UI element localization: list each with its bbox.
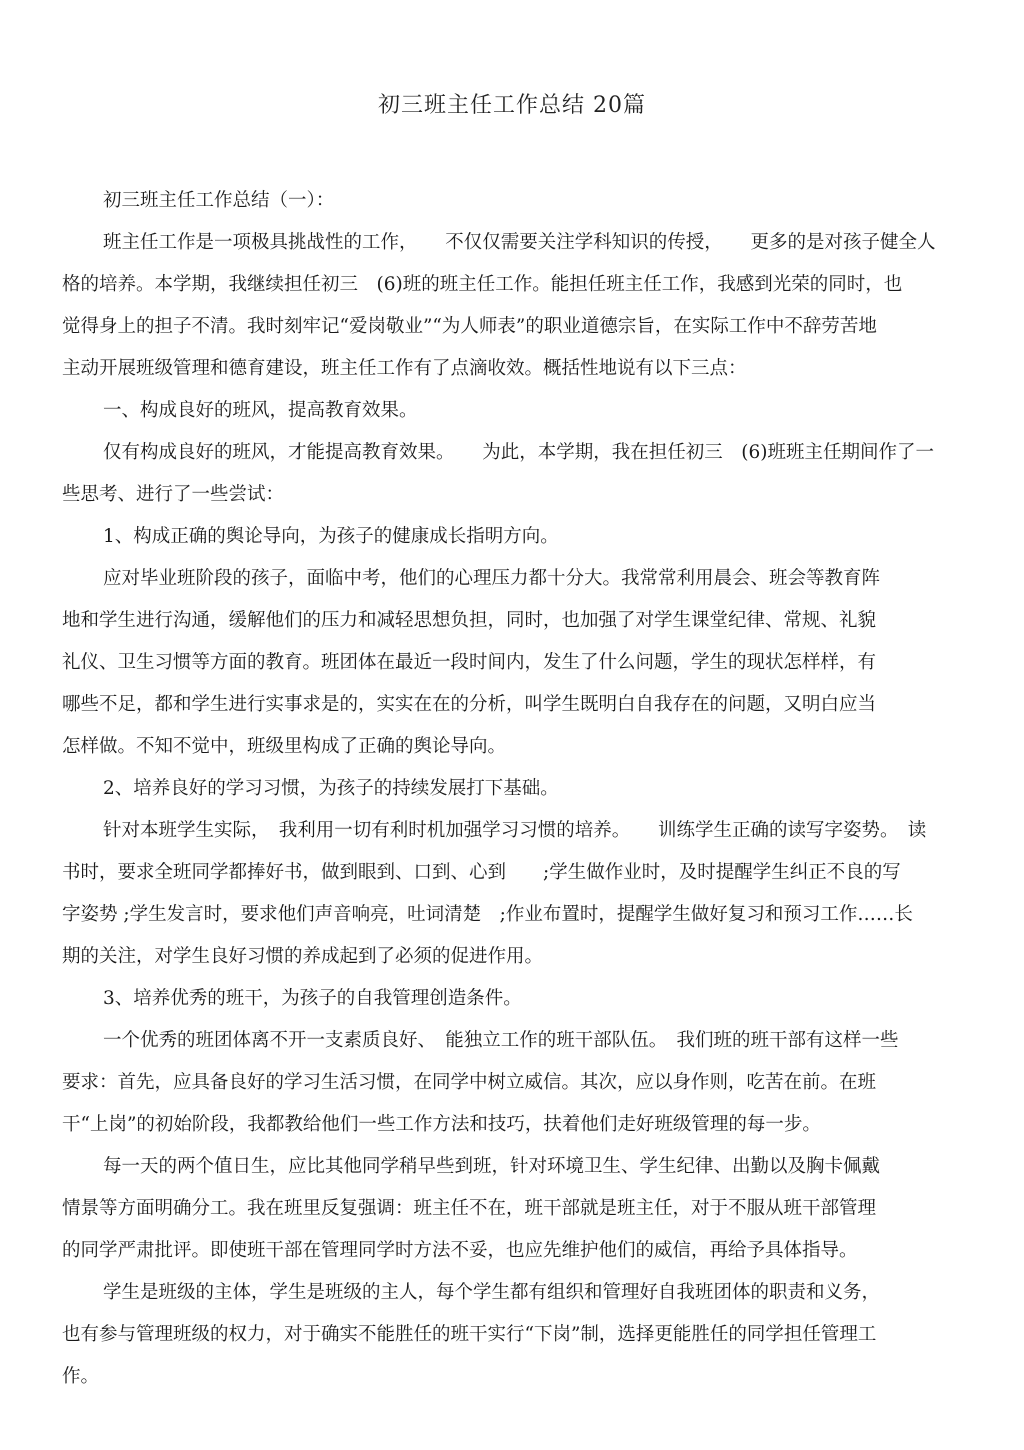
paragraph-line: 的同学严肃批评。即使班干部在管理同学时方法不妥，也应先维护他们的威信，再给予具体指导。 bbox=[62, 1240, 858, 1261]
paragraph-line: 地和学生进行沟通，缓解他们的压力和减轻思想负担，同时，也加强了对学生课堂纪律、常规、礼貌 bbox=[62, 610, 877, 631]
paragraph-line: 要求：首先，应具备良好的学习生活习惯，在同学中树立威信。其次，应以身作则，吃苦在前。在班 bbox=[62, 1072, 877, 1093]
paragraph-line: 也有参与管理班级的权力，对于确实不能胜任的班干实行“下岗”制，选择更能胜任的同学担任管理工 bbox=[62, 1324, 877, 1345]
subheading: 3、培养优秀的班干，为孩子的自我管理创造条件。 bbox=[103, 988, 522, 1009]
paragraph-line: 仅有构成良好的班风，才能提高教育效果。 为此，本学期，我在担任初三 (6)班班主任期间作了一 bbox=[103, 442, 934, 463]
paragraph-line: 格的培养。本学期，我继续担任初三 (6)班的班主任工作。能担任班主任工作，我感到光荣的同时，也 bbox=[62, 274, 903, 295]
paragraph-line: 针对本班学生实际， 我利用一切有利时机加强学习习惯的培养。 训练学生正确的读写字姿势。 读 bbox=[103, 820, 927, 841]
paragraph-line: 每一天的两个值日生，应比其他同学稍早些到班，针对环境卫生、学生纪律、出勤以及胸卡佩戴 bbox=[103, 1156, 881, 1177]
paragraph-line: 哪些不足，都和学生进行实事求是的，实实在在的分析，叫学生既明白自我存在的问题，又明白应当 bbox=[62, 694, 877, 715]
paragraph-line: 礼仪、卫生习惯等方面的教育。班团体在最近一段时间内，发生了什么问题，学生的现状怎样样，有 bbox=[62, 652, 877, 673]
paragraph-line: 主动开展班级管理和德育建设，班主任工作有了点滴收效。概括性地说有以下三点： bbox=[62, 358, 747, 379]
paragraph-line: 期的关注，对学生良好习惯的养成起到了必须的促进作用。 bbox=[62, 946, 544, 967]
paragraph-line: 学生是班级的主体，学生是班级的主人，每个学生都有组织和管理好自我班团体的职责和义务， bbox=[103, 1282, 881, 1303]
paragraph-line: 一个优秀的班团体离不开一支素质良好、 能独立工作的班干部队伍。 我们班的班干部有这样一些 bbox=[103, 1030, 899, 1051]
paragraph-line: 班主任工作是一项极具挑战性的工作， 不仅仅需要关注学科知识的传授， 更多的是对孩子健全人 bbox=[103, 232, 936, 253]
paragraph-line: 觉得身上的担子不清。我时刻牢记“爱岗敬业”“为人师表”的职业道德宗旨，在实际工作中不辞劳苦地 bbox=[62, 316, 877, 337]
paragraph-line: 作。 bbox=[62, 1366, 100, 1387]
paragraph-line: 字姿势 ;学生发言时，要求他们声音响亮，吐词清楚 ;作业布置时，提醒学生做好复习和预习工作……长 bbox=[62, 904, 913, 925]
subheading: 2、培养良好的学习习惯，为孩子的持续发展打下基础。 bbox=[103, 778, 559, 799]
paragraph-line: 情景等方面明确分工。我在班里反复强调：班主任不在，班干部就是班主任，对于不服从班干部管理 bbox=[62, 1198, 877, 1219]
section-heading: 初三班主任工作总结（一）： bbox=[103, 190, 335, 211]
paragraph-line: 干“上岗”的初始阶段，我都教给他们一些工作方法和技巧，扶着他们走好班级管理的每一步。 bbox=[62, 1114, 821, 1135]
paragraph-line: 怎样做。不知不觉中，班级里构成了正确的舆论导向。 bbox=[62, 736, 507, 757]
paragraph-line: 书时，要求全班同学都捧好书，做到眼到、口到、心到 ;学生做作业时，及时提醒学生纠正不良的写 bbox=[62, 862, 901, 883]
subheading: 1、构成正确的舆论导向，为孩子的健康成长指明方向。 bbox=[103, 526, 559, 547]
paragraph-line: 应对毕业班阶段的孩子，面临中考，他们的心理压力都十分大。我常常利用晨会、班会等教育阵 bbox=[103, 568, 881, 589]
subheading: 一、构成良好的班风，提高教育效果。 bbox=[103, 400, 418, 421]
paragraph-line: 些思考、进行了一些尝试： bbox=[62, 484, 285, 505]
document-title: 初三班主任工作总结 20篇 bbox=[378, 93, 646, 118]
